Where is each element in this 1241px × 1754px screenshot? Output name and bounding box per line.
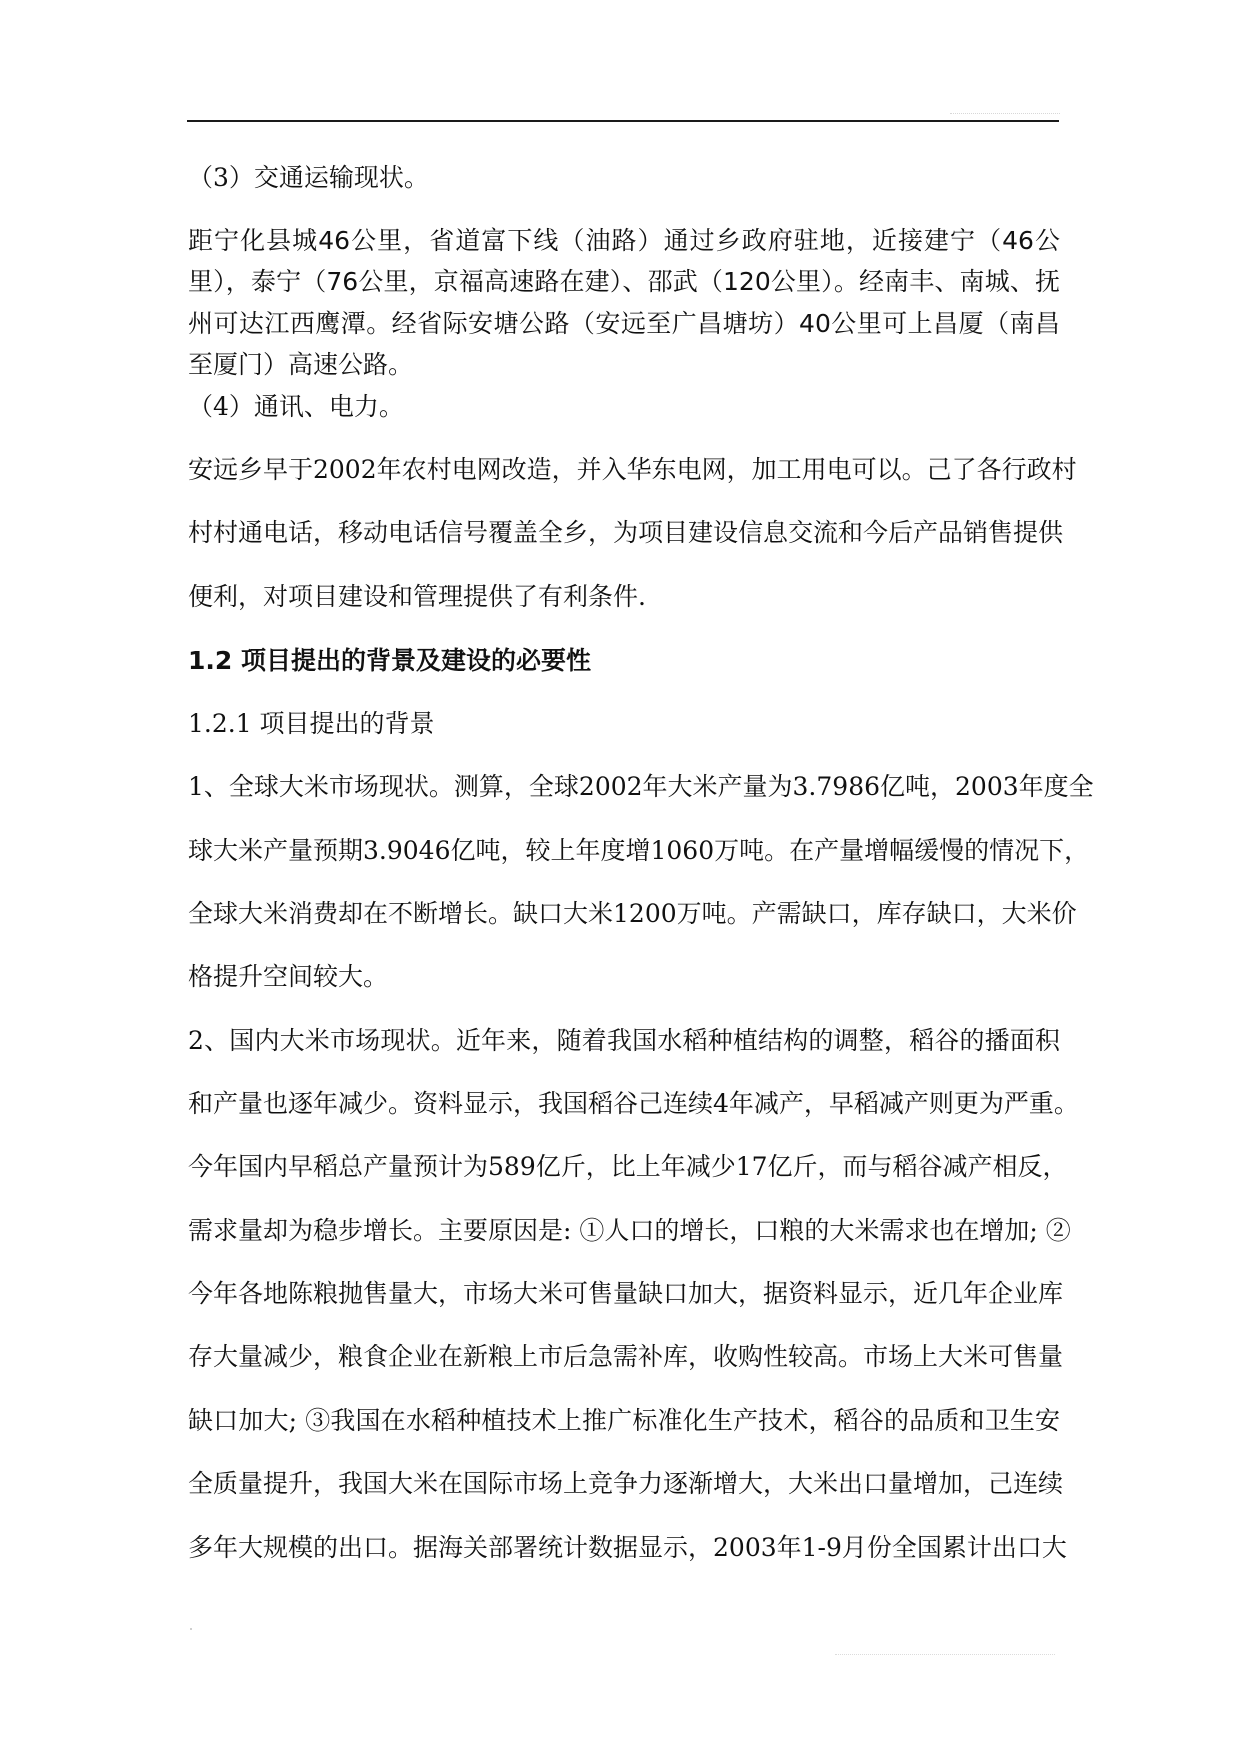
paragraph-line: 和产量也逐年减少。资料显示，我国稻谷己连续4年减产，早稻减产则更为严重。 xyxy=(188,1089,1079,1118)
paragraph-line: 缺口加大; ③我国在水稻种植技术上推广标准化生产技术，稻谷的品质和卫生安 xyxy=(188,1406,1060,1435)
footer-faint-line xyxy=(835,1654,1055,1655)
paragraph-line: 球大米产量预期3.9046亿吨，较上年度增1060万吨。在产量增幅缓慢的情况下， xyxy=(188,836,1090,865)
section-heading-1-2: 1.2 项目提出的背景及建设的必要性 xyxy=(188,646,591,675)
paragraph-line: 里），泰宁（76公里，京福高速路在建）、邵武（120公里）。经南丰、南城、抚 xyxy=(188,267,1060,296)
paragraph-line: 1、全球大米市场现状。测算，全球2002年大米产量为3.7986亿吨，2003年度全 xyxy=(188,772,1094,801)
paragraph-line: 多年大规模的出口。据海关部署统计数据显示，2003年1-9月份全国累计出口大 xyxy=(188,1533,1067,1562)
header-faint-line xyxy=(950,113,1060,114)
paragraph-line: 需求量却为稳步增长。主要原因是: ①人口的增长，口粮的大米需求也在增加; ② xyxy=(188,1216,1071,1245)
paragraph-line: 安远乡早于2002年农村电网改造，并入华东电网，加工用电可以。己了各行政村 xyxy=(188,455,1077,484)
paragraph-line: 存大量减少，粮食企业在新粮上市后急需补库，收购性较高。市场上大米可售量 xyxy=(188,1342,1064,1371)
paragraph-line: 便利，对项目建设和管理提供了有利条件. xyxy=(188,582,646,611)
paragraph-line: 全球大米消费却在不断增长。缺口大米1200万吨。产需缺口，库存缺口，大米价 xyxy=(188,899,1077,928)
paragraph-line: 今年各地陈粮抛售量大，市场大米可售量缺口加大，据资料显示，近几年企业库 xyxy=(188,1279,1064,1308)
paragraph-line: 全质量提升，我国大米在国际市场上竞争力逐渐增大，大米出口量增加，己连续 xyxy=(188,1469,1064,1498)
heading-transport: （3）交通运输现状。 xyxy=(188,163,429,192)
paragraph-line: 距宁化县城46公里，省道富下线（油路）通过乡政府驻地，近接建宁（46公 xyxy=(188,226,1060,255)
paragraph-line: 今年国内早稻总产量预计为589亿斤，比上年减少17亿斤，而与稻谷减产相反， xyxy=(188,1152,1068,1181)
paragraph-line: 州可达江西鹰潭。经省际安塘公路（安远至广昌塘坊）40公里可上昌厦（南昌 xyxy=(188,309,1060,338)
header-rule xyxy=(187,120,1059,122)
paragraph-line: 至厦门）高速公路。 xyxy=(188,350,414,379)
footer-mark xyxy=(190,1628,192,1630)
section-heading-1-2-1: 1.2.1 项目提出的背景 xyxy=(188,709,435,738)
paragraph-line: 村村通电话，移动电话信号覆盖全乡，为项目建设信息交流和今后产品销售提供 xyxy=(188,518,1064,547)
paragraph-line: 格提升空间较大。 xyxy=(188,962,389,991)
paragraph-line: 2、国内大米市场现状。近年来，随着我国水稻种植结构的调整，稻谷的播面积 xyxy=(188,1026,1060,1055)
heading-telecom: （4）通讯、电力。 xyxy=(188,392,404,421)
